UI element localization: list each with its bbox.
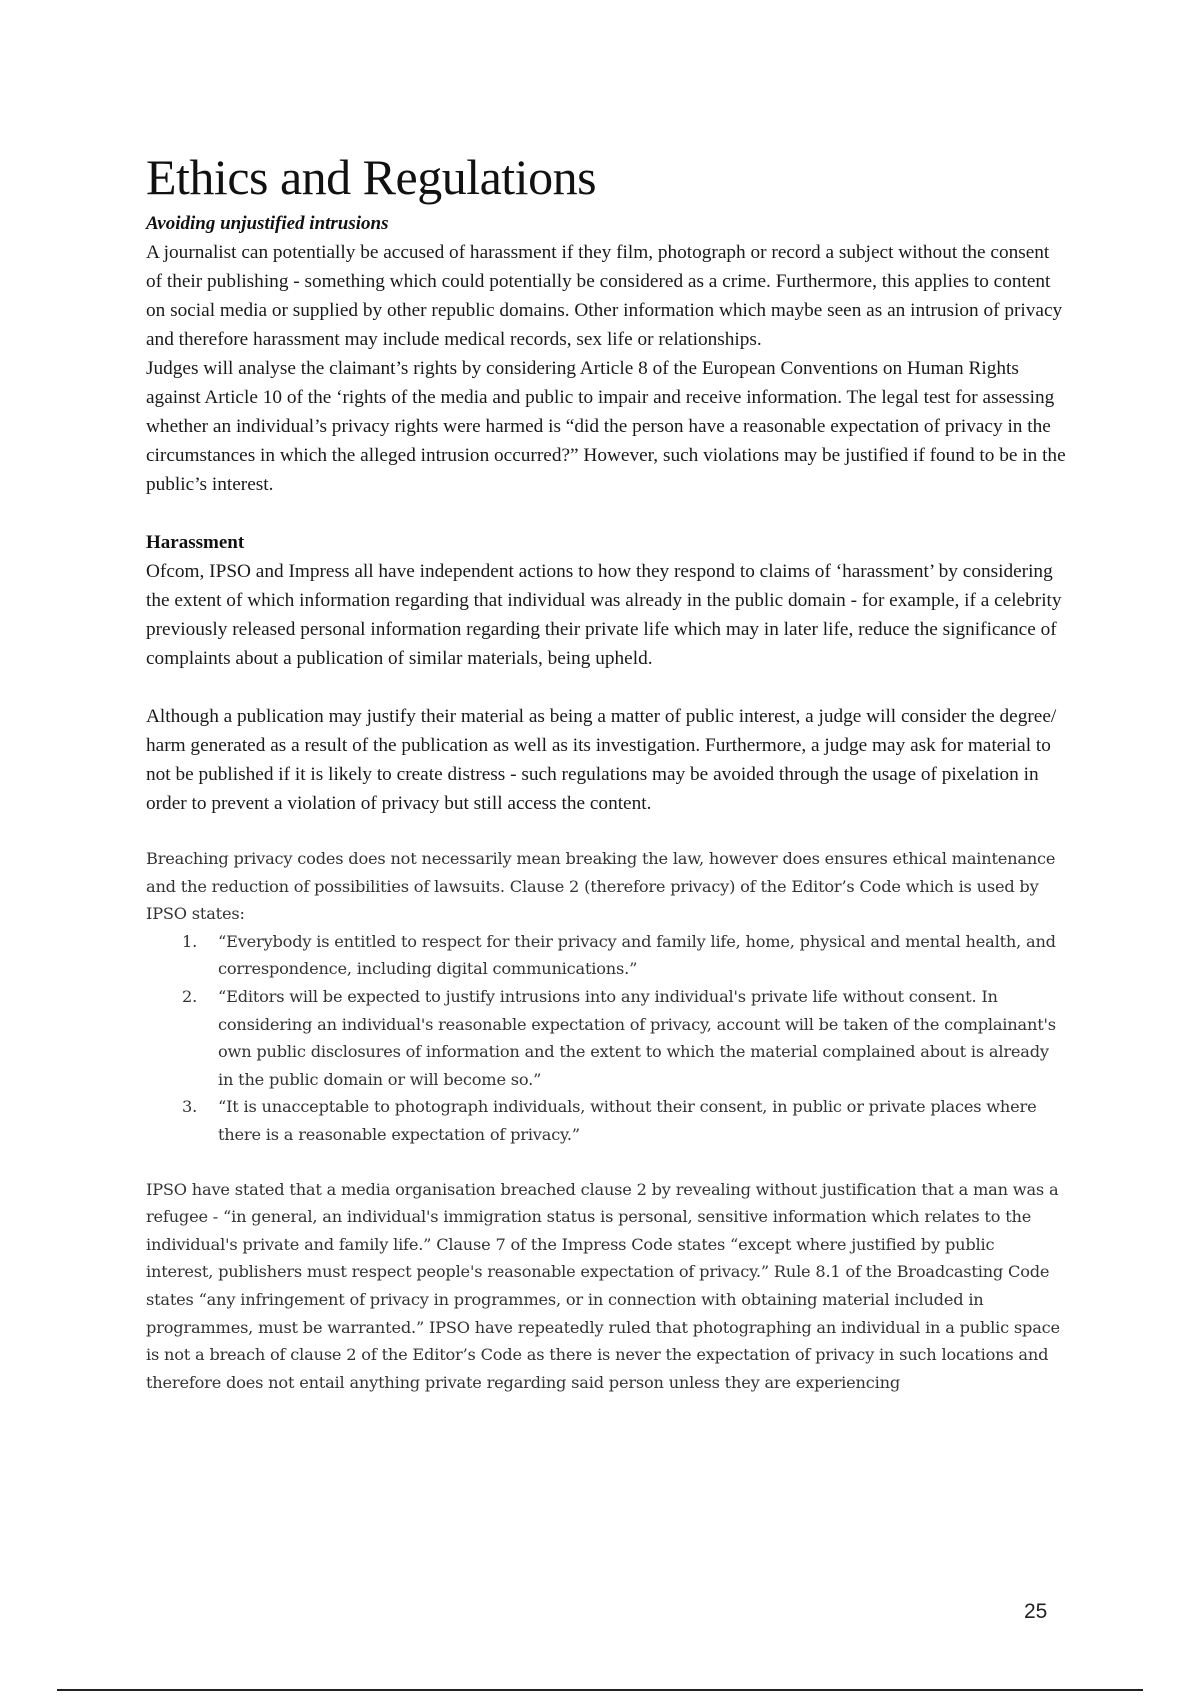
list-item-text: “It is unacceptable to photograph individuals, without their consent, in public or private places where there is a reasonable expectation of privacy.” <box>218 1097 1037 1144</box>
paragraph: A journalist can potentially be accused of harassment if they film, photograph or record a subject without the consent of their publishing - something which could potentially be considered as a crime. Furthermore, this applies to content on social media or supplied by other republic domains. Other information which maybe seen as an intrusion of privacy and therefore harassment may include medical records, sex life or relationships. <box>146 242 1063 350</box>
list-item <box>146 983 1066 1093</box>
clause-list <box>146 928 1066 1149</box>
paragraph: Breaching privacy codes does not necessarily mean breaking the law, however does ensures ethical maintenance and the reduction of possibilities of lawsuits. Clause 2 (therefore privacy) of the Editor’s Code which is used by IPSO states: <box>146 849 1056 924</box>
list-item-number: 1. <box>182 931 198 951</box>
page-content <box>146 148 1066 1396</box>
footer-divider <box>57 1689 1143 1691</box>
section-heading-intrusions: Avoiding unjustified intrusions <box>146 213 389 234</box>
paragraph: Ofcom, IPSO and Impress all have independent actions to how they respond to claims of ‘harassment’ by considering the extent of which information regarding that individual was already in the public domain - for example, if a celebrity previously released personal information regarding their private life which may in later life, reduce the significance of complaints about a publication of similar materials, being upheld. <box>146 561 1062 669</box>
paragraph: IPSO have stated that a media organisation breached clause 2 by revealing without justification that a man was a refugee - “in general, an individual's immigration status is personal, sensitive information which relates to the individual's private and family life.” Clause 7 of the Impress Code states “except where justified by public interest, publishers must respect people's reasonable expectation of privacy.” Rule 8.1 of the Broadcasting Code states “any infringement of privacy in programmes, or in connection with obtaining material included in programmes, must be warranted.” IPSO have repeatedly ruled that photographing an individual in a public space is not a breach of clause 2 of the Editor’s Code as there is never the expectation of privacy in such locations and therefore does not entail anything private regarding said person unless they are experiencing <box>146 1179 1060 1392</box>
paragraph: Although a publication may justify their material as being a matter of public interest, a judge will consider the degree/ harm generated as a result of the publication as well as its investigation. Furthermore, a judge may ask for material to not be published if it is likely to create distress - such regulations may be avoided through the usage of pixelation in order to prevent a violation of privacy but still access the content. <box>146 706 1057 814</box>
page-number: 25 <box>1024 1600 1048 1623</box>
list-item-number: 2. <box>182 986 198 1006</box>
page-title: Ethics and Regulations <box>146 149 597 205</box>
section-heading-harassment: Harassment <box>146 532 245 553</box>
list-item-text: “Everybody is entitled to respect for their privacy and family life, home, physical and mental health, and correspondence, including digital communications.” <box>218 931 1056 979</box>
list-item-number: 3. <box>182 1097 198 1117</box>
list-item <box>146 1093 1066 1148</box>
list-item <box>146 928 1066 983</box>
paragraph: Judges will analyse the claimant’s rights by considering Article 8 of the European Conventions on Human Rights against Article 10 of the ‘rights of the media and public to impair and receive information. The legal test for assessing whether an individual’s privacy rights were harmed is “did the person have a reasonable expectation of privacy in the circumstances in which the alleged intrusion occurred?” However, such violations may be justified if found to be in the public’s interest. <box>146 358 1066 495</box>
list-item-text: “Editors will be expected to justify intrusions into any individual's private life without consent. In considering an individual's reasonable expectation of privacy, account will be taken of the complainant's own public disclosures of information and the extent to which the material complained about is already in the public domain or will become so.” <box>218 986 1056 1089</box>
